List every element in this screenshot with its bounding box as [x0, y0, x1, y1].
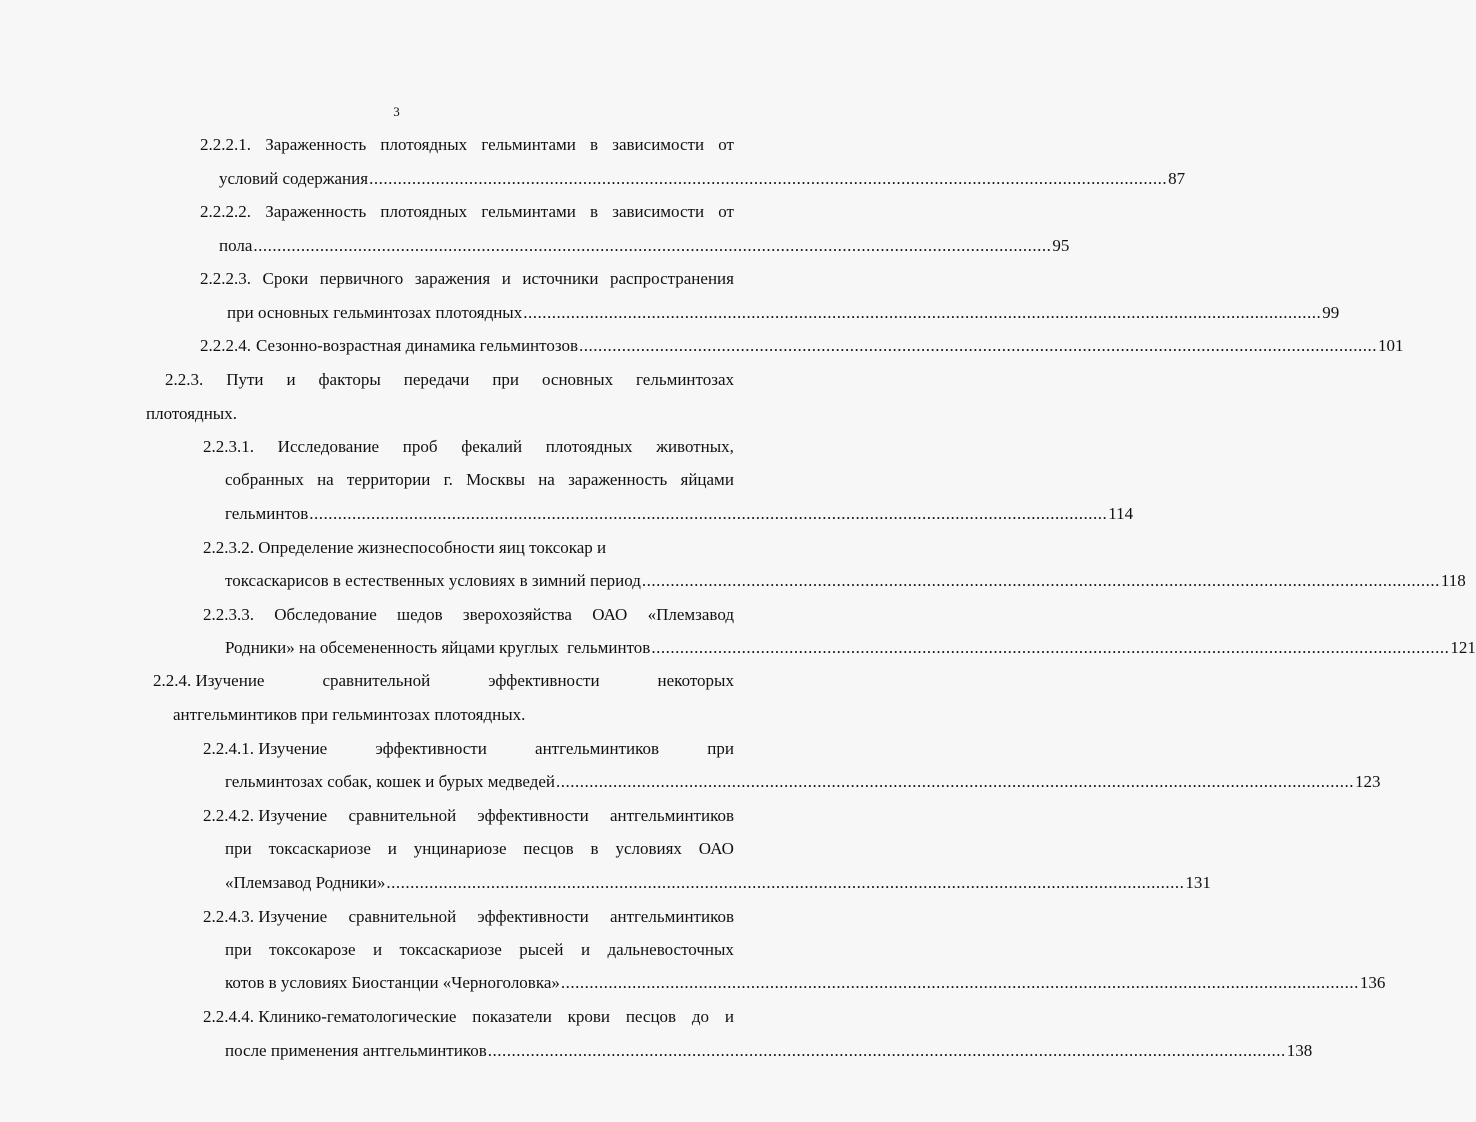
toc-entry-2-2-4-3-line3: котов в условиях Биостанции «Черноголовка» ........................................................................................................................................................................ 136	[225, 973, 1386, 992]
toc-page: 118	[1440, 571, 1466, 590]
toc-page: 101	[1378, 336, 1404, 355]
toc-number: 2.2.2.3.	[200, 269, 251, 288]
toc-page: 131	[1185, 873, 1211, 892]
toc-entry-2-2-4-line1: 2.2.4. Изучение сравнительной эффективности некоторых	[153, 671, 734, 690]
toc-entry-2-2-2-3-line2: при основных гельминтозах плотоядных ........................................................................................................................................................................ 99	[227, 303, 1340, 322]
toc-page: 99	[1322, 303, 1340, 322]
toc-entry-2-2-4-line2: антгельминтиков при гельминтозах плотоядных.	[173, 705, 526, 724]
toc-number: 2.2.2.2.	[200, 202, 251, 221]
toc-entry-2-2-3-3-line2: Родники» на обсемененность яйцами круглых гельминтов ........................................................................................................................................................................ 121	[225, 638, 1476, 657]
toc-page: 114	[1108, 504, 1134, 523]
toc-entry-2-2-2-3-line1: 2.2.2.3. Сроки первичного заражения и источники распространения	[200, 269, 734, 288]
toc-entry-2-2-3-2-line1: 2.2.3.2. Определение жизнеспособности яиц токсокар и	[203, 538, 607, 557]
toc-page: 87	[1168, 169, 1186, 188]
toc-number: 2.2.4.3.	[203, 907, 254, 926]
leader-dots: ........................................................................................................................................................................	[556, 772, 1355, 791]
leader-dots: ........................................................................................................................................................................	[369, 169, 1168, 188]
toc-number: 2.2.3.1.	[203, 437, 254, 456]
toc-number: 2.2.4.1.	[203, 739, 254, 758]
toc-entry-2-2-3-3-line1: 2.2.3.3. Обследование шедов зверохозяйства ОАО «Племзавод	[203, 605, 734, 624]
toc-entry-2-2-2-1-line1: 2.2.2.1. Зараженность плотоядных гельминтами в зависимости от	[200, 135, 734, 154]
leader-dots: ........................................................................................................................................................................	[651, 638, 1450, 657]
leader-dots: ........................................................................................................................................................................	[309, 504, 1108, 523]
toc-entry-2-2-4-2-line2: при токсаскариозе и унцинариозе песцов в условиях ОАО	[225, 839, 734, 858]
toc-entry-2-2-2-2-line2: пола ........................................................................................................................................................................ 95	[219, 236, 1070, 255]
toc-entry-2-2-4-2-line1: 2.2.4.2. Изучение сравнительной эффективности антгельминтиков	[203, 806, 734, 825]
toc-entry-2-2-4-3-line1: 2.2.4.3. Изучение сравнительной эффективности антгельминтиков	[203, 907, 734, 926]
toc-number: 2.2.4.4.	[203, 1007, 254, 1026]
toc-number: 2.2.2.4.	[200, 336, 251, 355]
leader-dots: ........................................................................................................................................................................	[560, 973, 1359, 992]
page-number: 3	[393, 104, 400, 119]
toc-entry-2-2-3-line1: 2.2.3. Пути и факторы передачи при основных гельминтозах	[165, 370, 734, 389]
toc-entry-2-2-2-2-line1: 2.2.2.2. Зараженность плотоядных гельминтами в зависимости от	[200, 202, 734, 221]
toc-entry-2-2-3-2-line2: токсаскарисов в естественных условиях в зимний период ........................................................................................................................................................................ 118	[225, 571, 1466, 590]
toc-entry-2-2-4-4-line2: после применения антгельминтиков ........................................................................................................................................................................ 138	[225, 1041, 1313, 1060]
toc-number: 2.2.3.2.	[203, 538, 254, 557]
toc-page: 123	[1355, 772, 1381, 791]
toc-entry-2-2-3-1-line3: гельминтов ........................................................................................................................................................................ 114	[225, 504, 1134, 523]
toc-entry-2-2-2-1-line2: условий содержания ........................................................................................................................................................................ 87	[219, 169, 1186, 188]
leader-dots: ........................................................................................................................................................................	[487, 1041, 1286, 1060]
leader-dots: ........................................................................................................................................................................	[523, 303, 1322, 322]
toc-entry-2-2-4-3-line2: при токсокарозе и токсаскариозе рысей и дальневосточных	[225, 940, 734, 959]
leader-dots: ........................................................................................................................................................................	[579, 336, 1378, 355]
toc-entry-2-2-4-2-line3: «Племзавод Родники» ........................................................................................................................................................................ 131	[225, 873, 1211, 892]
leader-dots: ........................................................................................................................................................................	[641, 571, 1440, 590]
toc-entry-2-2-4-1-line1: 2.2.4.1. Изучение эффективности антгельминтиков при	[203, 739, 734, 758]
toc-entry-2-2-4-1-line2: гельминтозах собак, кошек и бурых медведей ........................................................................................................................................................................ 123	[225, 772, 1381, 791]
toc-entry-2-2-2-4: 2.2.2.4. Сезонно-возрастная динамика гельминтозов ........................................................................................................................................................................ 101	[200, 336, 1404, 355]
toc-number: 2.2.4.	[153, 671, 192, 690]
toc-entry-2-2-4-4-line1: 2.2.4.4. Клинико-гематологические показатели крови песцов до и	[203, 1007, 734, 1026]
toc-number: 2.2.4.2.	[203, 806, 254, 825]
leader-dots: ........................................................................................................................................................................	[386, 873, 1185, 892]
leader-dots: ........................................................................................................................................................................	[253, 236, 1052, 255]
toc-page: 95	[1052, 236, 1070, 255]
toc-entry-2-2-3-line2: плотоядных.	[146, 404, 237, 423]
toc-entry-2-2-3-1-line1: 2.2.3.1. Исследование проб фекалий плотоядных животных,	[203, 437, 734, 456]
toc-page: 136	[1359, 973, 1386, 992]
toc-number: 2.2.2.1.	[200, 135, 251, 154]
toc-entry-2-2-3-1-line2: собранных на территории г. Москвы на зараженность яйцами	[225, 470, 734, 489]
toc-number: 2.2.3.	[165, 370, 204, 389]
toc-page: 121	[1450, 638, 1476, 657]
toc-number: 2.2.3.3.	[203, 605, 254, 624]
toc-page: 138	[1286, 1041, 1313, 1060]
